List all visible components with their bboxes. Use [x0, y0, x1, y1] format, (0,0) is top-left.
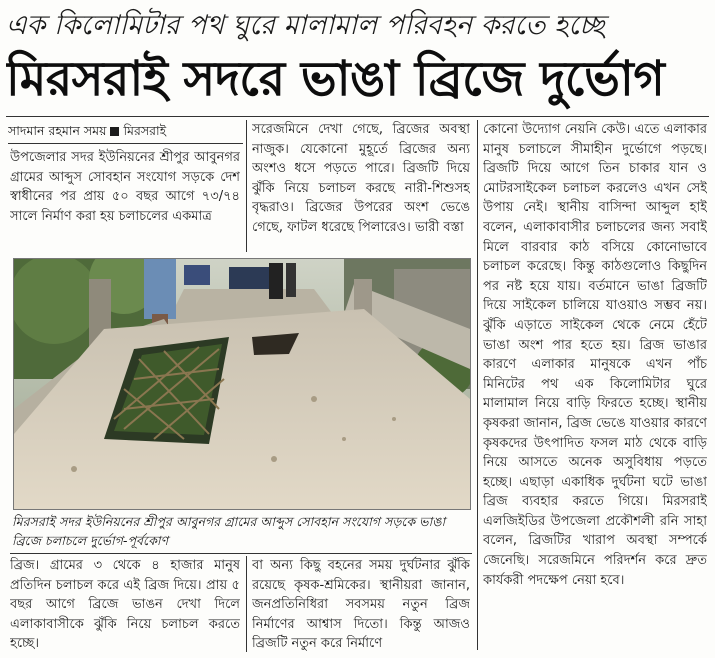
column-2-top-text: সরেজমিনে দেখা গেছে, ব্রিজের অবস্থা নাজুক। যেকোনো মুহূর্তে ব্রিজের অন্য অংশও ধসে পড়তে পারে। ব্রিজটি দিয়ে ঝুঁকি নিয়ে চলাচল করছে নারী-শিশুসহ বৃদ্ধরাও। ব্রিজের উপরের অংশ ভেঙে গেছে, ফাটল ধরেছে পিলারেও। ভারী বস্তা	[252, 122, 470, 235]
column-1-bottom-text: ব্রিজ। গ্রামের ৩ থেকে ৪ হাজার মানুষ প্রতিদিন চলাচল করে এই ব্রিজ দিয়ে। প্রায় ৫ বছর আগে ব্রিজে ভাঙন দেখা দিলে এলাকাবাসীকে ঝুঁকি নিয়ে চলাচল করতে হচ্ছে।	[10, 558, 240, 652]
caption-divider	[10, 553, 472, 554]
column-divider-1	[246, 120, 247, 252]
column-1-top-text: উপজেলার সদর ইউনিয়নের শ্রীপুর আবুনগর গ্রামের আব্দুস সোবহান সংযোগ সড়কে দেশ স্বাধীনের পর প্রায় ৫০ বছর আগে ৭৩/৭৪ সালে নির্মাণ করা হয় চলাচলের একমাত্র	[10, 150, 240, 224]
broken-bridge-photo-illustration	[14, 259, 470, 509]
column-2-bottom-text: বা অন্য কিছু বহনের সময় দুর্ঘটনার ঝুঁকি রয়েছে কৃষক-শ্রমিকের। স্থানীয়রা জানান, জনপ্রতিনিধিরা সবসময় নতুন ব্রিজ নির্মাণের আশ্বাস দিতো। কিন্তু আজও ব্রিজটি নতুন করে নির্মাণে	[252, 558, 470, 652]
byline-author: সাদমান রহমান সময়	[8, 123, 107, 138]
news-photo-broken-bridge	[13, 258, 471, 510]
column-divider-3	[246, 556, 247, 652]
photo-caption: মিরসরাই সদর ইউনিয়নের শ্রীপুর আবুনগর গ্রামের আব্দুস সোবহান সংযোগ সড়কে ভাঙা ব্রিজে চলাচলে দুর্ভোগ-পূর্বকোণ	[12, 514, 446, 548]
kicker-subheadline: এক কিলোমিটার পথ ঘুরে মালামাল পরিবহন করতে হচ্ছে	[6, 10, 605, 41]
headline: মিরসরাই সদরে ভাঙা ব্রিজে দুর্ভোগ	[6, 51, 665, 107]
byline-separator-icon	[110, 127, 119, 136]
byline	[8, 121, 243, 141]
byline-divider	[8, 143, 243, 144]
column-divider-2	[477, 120, 478, 650]
byline-place: মিরসরাই	[123, 123, 167, 138]
headline-divider	[6, 116, 709, 117]
column-3-text: কোনো উদ্যোগ নেয়নি কেউ। এতে এলাকার মানুষ চলাচলে সীমাহীন দুর্ভোগে পড়ছে। ব্রিজটি দিয়ে আগে তিন চাকার যান ও মোটরসাইকেল চলাচল করলেও এখন সেই উপায় নেই। স্থানীয় বাসিন্দা আব্দুল হাই বলেন, এলাকাবাসীর চলাচলের জন্য সবাই মিলে বারবার কাঠ বসিয়ে কোনোভাবে চলাচল করেছে। কিন্তু কাঠগুলোও কিছুদিন পর নষ্ট হয়ে যায়। বর্তমানে ভাঙা ব্রিজটি দিয়ে সাইকেল চালিয়ে যাওয়াও সম্ভব নয়। ঝুঁকি এড়াতে সাইকেল থেকে নেমে হেঁটে ভাঙা অংশ পার হতে হয়। ব্রিজ ভাঙার কারণে এলাকার মানুষকে এখন পাঁচ মিনিটের পথ এক কিলোমিটার ঘুরে মালামাল নিয়ে বাড়ি ফিরতে হচ্ছে। স্থানীয় কৃষকরা জানান, ব্রিজ ভেঙে যাওয়ার কারণে কৃষকদের উৎপাদিত ফসল মাঠ থেকে বাড়ি নিয়ে আসতে অনেক অসুবিধায় পড়তে হচ্ছে। এছাড়া একাধিক দুর্ঘটনা ঘটে ভাঙা ব্রিজ ব্যবহার করতে গিয়ে। মিরসরাই এলজিইডির উপজেলা প্রকৌশলী রনি সাহা বলেন, ব্রিজটির খারাপ অবস্থা সম্পর্কে জেনেছি। সরেজমিনে পরিদর্শন করে দ্রুত কার্যকরী পদক্ষেপ নেয়া হবে।	[483, 122, 707, 588]
